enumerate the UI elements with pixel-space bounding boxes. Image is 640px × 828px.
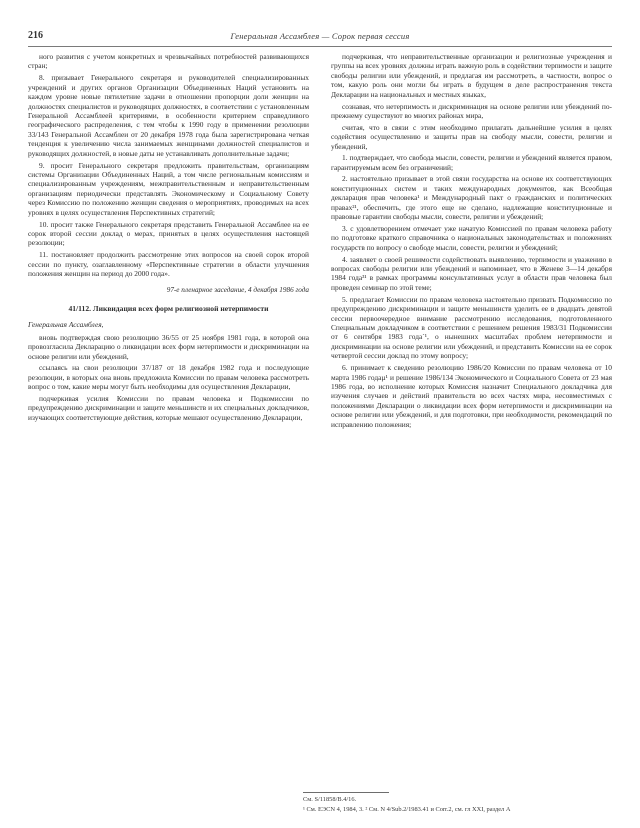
paragraph: ссылаясь на свои резолюции 37/187 от 18 декабря 1982 года и последующие резолюции, в которых она вновь предложила Комиссии по правам человека рассмотреть вопрос о том, какие меры могут быть необходимы для осуществления Декларации, — [28, 363, 309, 392]
paragraph: сознавая, что нетерпимость и дискриминация на основе религии или убеждений по-прежнему существуют во многих районах мира, — [331, 101, 612, 120]
paragraph: 5. предлагает Комиссии по правам человека настоятельно призвать Подкомиссию по предупреждению дискриминации и защите меньшинств уделить ее в двадцать девятой сессии первоочередное внимание рассмотрению исследования, подготовленного Специальным докладчиком в соответствии с решением решения 1983/31 Подкомиссии от 6 сентября 1983 года´¹, о нынешних масштабах проблем нетерпимости и дискриминации на основе религии или убеждений, и представить Комиссии на ее сорок четвертой сессии доклад по этому вопросу; — [331, 294, 612, 361]
paragraph: 1. подтверждает, что свобода мысли, совести, религии и убеждений является правом, гарантируемым всем без ограничений; — [331, 153, 612, 172]
resolution-preamble-subject: Генеральная Ассамблея, — [28, 320, 104, 330]
paragraph: 6. принимает к сведению резолюцию 1986/20 Комиссии по правам человека от 10 марта 1986 годаµ¹ и решение 1986/134 Экономического и Социального Совета от 23 мая 1986 года, во исполнение которых Комиссия назначит Специального докладчика для изучения случаев и действий правительств во всех частях мира, несовместимых с положениями Декларации о ликвидации всех форм нетерпимости и дискриминации на основе религии или убеждений, и для подготовки, при необходимости, рекомендаций по исправлению положения; — [331, 363, 612, 429]
paragraph: вновь подтверждая свою резолюцию 36/55 от 25 ноября 1981 года, в которой она провозгласила Декларацию о ликвидации всех форм нетерпимости и дискриминации на основе религии или убеждений, — [28, 332, 309, 361]
paragraph: подчеркивая, что неправительственные организации и религиозные учреждения и группы на всех уровнях должны играть важную роль в содействии терпимости и защите свободы религии или убеждений, и предлагая им рассмотреть, в частности, вопрос о том, какую роль они могли бы играть в будущем в деле распространения текста Декларации на национальных и местных языках, — [331, 52, 612, 99]
left-column — [28, 52, 309, 794]
paragraph: 8. призывает Генерального секретаря и руководителей специализированных учреждений и других органов Организации Объединенных Наций установить на каждом уровне новые пятилетние задачи в отношении пропорции доли женщин на должностях специалистов и руководящих должностях, в соответствии с установленным Генеральной Ассамблеей критериями, в особенности критерием справедливого географического распределения, с тем чтобы к 1990 году в применении резолюции 33/143 Генеральной Ассамблеи от 20 декабря 1978 года была зарегистрирована четкая тенденция к увеличению числа занимаемых женщинами должностей специалистов и руководящих должностей, в новые даты не устанавливать дополнительные задачи; — [28, 73, 309, 158]
paragraph: 4. заявляет о своей решимости содействовать выявлению, терпимости и уважению в вопросах свободы религии или убеждений и напоминает, что в Женеве 3—14 декабря 1984 года³¹ в рамках программы консультативных услуг в области прав человека был проведен семинар по этой теме; — [331, 254, 612, 292]
two-column-body — [28, 52, 612, 794]
right-column — [331, 52, 612, 794]
page-header — [28, 30, 612, 44]
running-title: Генеральная Ассамблея — Сорок первая сессия — [230, 31, 410, 41]
meeting-note: 97-е пленарное заседание, 4 декабря 1986 года — [166, 285, 309, 294]
footnote-rule — [303, 792, 389, 793]
footnotes — [303, 792, 584, 816]
paragraph: ного развития с учетом конкретных и чрезвычайных потребностей развивающихся стран; — [28, 52, 309, 71]
header-rule — [28, 46, 612, 47]
paragraph: 10. просит также Генерального секретаря представить Генеральной Ассамблее на ее сорок второй сессии доклад о мерах, принятых в целях осуществления настоящей резолюции; — [28, 219, 309, 248]
footnote-item: ¹ См. ЕЭСN 4, 1984, 3. ² См. N 4/Sub.2/1983.41 и Corr.2, см. гл XXI, раздел A — [303, 806, 511, 814]
paragraph: 11. постановляет продолжить рассмотрение этих вопросов на своей сорок второй сессии по пункту, озаглавленному «Перспективные стратегии в области улучшения положения женщин на период до 2000 года». — [28, 250, 309, 279]
paragraph: подчеркивая усилия Комиссии по правам человека и Подкомиссии по предупреждению дискриминации и защите меньшинств и их специальных докладчиков, изучающих соответствующие действия, которые мешают осуществлению Декларации, — [28, 393, 309, 422]
page-number: 216 — [28, 30, 43, 41]
paragraph: 2. настоятельно призывает в этой связи государства на основе их соответствующих конституционных систем и таких международных документов, как Всеобщая декларация прав человека¹ и Международный пакт о гражданских и политических правах²¹, обеспечить, где этого еще не сделано, надлежащие конституционные и правовые гарантии свободы мысли, совести, религии и убеждений; — [331, 174, 612, 222]
footnote-item: См. S/11858/B.4/16. — [303, 796, 357, 804]
paragraph: считая, что в связи с этим необходимо прилагать дальнейшие усилия в целях содействия осуществлению и защиты прав на свободу мысли, совести, религии и убеждений, — [331, 122, 612, 151]
paragraph: 3. с удовлетворением отмечает уже начатую Комиссией по правам человека работу по подготовке краткого справочника о национальных законодательствах и положениях государств по вопросу о свободе мысли, совести, религии и убеждений; — [331, 223, 612, 252]
paragraph: 9. просит Генерального секретаря предложить правительствам, организациям системы Организации Объединенных Наций, а том числе региональным комиссиям и специализированным учреждениям, межправительственным и неправительственным организациям периодически представлять Экономическому и Социальному Совету через Комиссию по положению женщин сведения о мероприятиях, проводимых на всех уровнях в целях осуществления Перспективных стратегий; — [28, 160, 309, 217]
resolution-title: 41/112. Ликвидация всех форм религиозной нетерпимости — [68, 304, 269, 314]
